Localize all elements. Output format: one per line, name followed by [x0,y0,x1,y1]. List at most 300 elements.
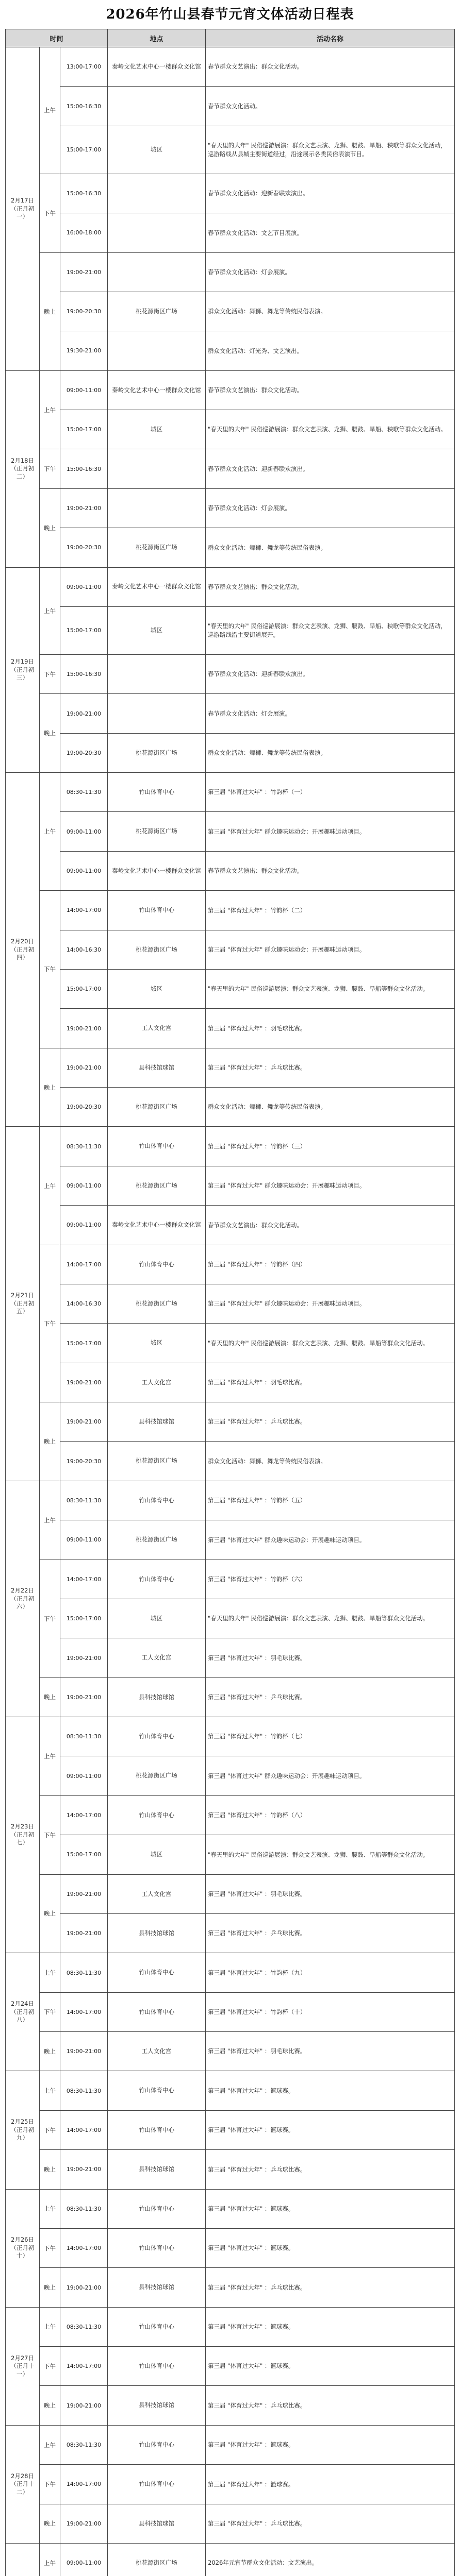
venue-cell: 桃花源街区广场 [108,1520,206,1560]
time-cell: 19:00-21:00 [60,2032,108,2071]
time-slot-cell: 晚上 [40,488,60,567]
table-row [6,1402,455,1442]
time-slot-cell: 上午 [40,2425,60,2464]
time-cell: 14:00-17:00 [60,891,108,930]
time-cell: 19:00-21:00 [60,252,108,292]
time-cell: 15:00-17:00 [60,1599,108,1638]
time-slot-cell: 下午 [40,1560,60,1677]
time-cell: 15:00-17:00 [60,1324,108,1363]
venue-cell: 竹山体育中心 [108,2347,206,2386]
table-row [6,851,455,890]
time-cell: 19:00-21:00 [60,1677,108,1717]
time-slot-cell: 晚上 [40,1048,60,1127]
activity-cell: 第三届 "体育过大年" ：乒乓球比赛。 [206,1677,455,1717]
venue-cell: 秦岭文化艺术中心一楼群众文化馆 [108,567,206,606]
time-slot-cell: 下午 [40,2228,60,2267]
venue-cell: 桃花源街区广场 [108,1166,206,1205]
activity-cell: 春节群众文化活动：灯会展演。 [206,694,455,733]
activity-cell: "春天里的大年" 民俗巡游展演：群众文艺表演、龙狮、腰鼓、旱船等群众文化活动。 [206,1835,455,1874]
activity-cell: 第三届 "体育过大年" ：竹韵杯（八） [206,1795,455,1835]
time-slot-cell: 上午 [40,1953,60,1992]
activity-cell: 第三届 "体育过大年" ：竹韵杯（五） [206,1481,455,1520]
table-row [6,213,455,252]
time-slot-cell: 晚上 [40,1402,60,1481]
venue-cell: 桃花源街区广场 [108,812,206,851]
activity-cell: 春节群众文化活动。 [206,87,455,126]
activity-cell: 春节群众文艺演出：群众文化活动。 [206,370,455,410]
time-slot-cell: 下午 [40,449,60,488]
time-slot-cell: 上午 [40,1127,60,1245]
venue-cell: 竹山体育中心 [108,1992,206,2031]
table-row [6,1835,455,1874]
time-cell: 08:30-11:30 [60,2071,108,2110]
table-row [6,694,455,733]
table-row [6,1599,455,1638]
time-slot-cell: 上午 [40,47,60,174]
venue-cell: 城区 [108,1324,206,1363]
time-slot-cell: 上午 [40,567,60,654]
venue-cell: 县科技馆球馆 [108,1402,206,1442]
table-row [6,1717,455,1756]
date-cell: 2月23日 （正月初七） [6,1717,40,1953]
table-row [6,2386,455,2425]
table-row [6,1442,455,1481]
time-cell: 19:00-21:00 [60,488,108,528]
time-slot-cell: 晚上 [40,2268,60,2307]
activity-cell: 春节群众文化活动：灯会展演。 [206,488,455,528]
time-slot-cell: 下午 [40,1795,60,1874]
time-slot-cell: 晚上 [40,2504,60,2543]
time-cell: 19:00-21:00 [60,694,108,733]
time-cell: 09:00-11:00 [60,1206,108,1245]
time-cell: 19:00-21:00 [60,2268,108,2307]
table-row [6,528,455,567]
time-slot-cell: 下午 [40,1245,60,1402]
header-venue: 地点 [108,29,206,47]
venue-cell: 竹山体育中心 [108,1560,206,1599]
activity-cell: 第三届 "体育过大年" ：竹韵杯（二） [206,891,455,930]
activity-cell: 第三届 "体育过大年" ：竹韵杯（七） [206,1717,455,1756]
venue-cell: 竹山体育中心 [108,2307,206,2346]
table-row [6,1166,455,1205]
table-row [6,331,455,370]
activity-cell: 第三届 "体育过大年" 群众趣味运动会：开展趣味运动项目。 [206,1520,455,1560]
table-row [6,410,455,449]
venue-cell: 工人文化宫 [108,1009,206,1048]
venue-cell: 桃花源街区广场 [108,292,206,331]
venue-cell: 桃花源街区广场 [108,2543,206,2576]
activity-cell: 群众文化活动：舞狮、舞龙等传统民俗表演。 [206,733,455,772]
activity-cell: 第三届 "体育过大年" ：乒乓球比赛。 [206,2504,455,2543]
time-cell: 15:00-16:30 [60,654,108,693]
venue-cell: 竹山体育中心 [108,2110,206,2149]
table-row [6,1048,455,1087]
time-cell: 08:30-11:30 [60,2189,108,2228]
venue-cell: 城区 [108,606,206,654]
venue-cell [108,694,206,733]
table-row [6,1481,455,1520]
venue-cell: 桃花源街区广场 [108,733,206,772]
venue-cell: 县科技馆球馆 [108,2504,206,2543]
table-header-row [6,29,455,47]
activity-cell: 第三届 "体育过大年" 群众趣味运动会：开展趣味运动项目。 [206,1756,455,1795]
venue-cell [108,213,206,252]
time-cell: 09:00-11:00 [60,812,108,851]
venue-cell: 竹山体育中心 [108,2425,206,2464]
time-cell: 19:00-21:00 [60,2150,108,2189]
venue-cell: 桃花源街区广场 [108,1756,206,1795]
venue-cell: 县科技馆球馆 [108,1913,206,1953]
table-row [6,1009,455,1048]
table-row [6,2110,455,2149]
activity-cell: 第三届 "体育过大年" ：乒乓球比赛。 [206,1048,455,1087]
time-cell: 14:00-17:00 [60,1560,108,1599]
activity-cell: 群众文化活动：灯光秀、文艺演出。 [206,331,455,370]
table-row [6,1795,455,1835]
time-slot-cell: 上午 [40,2189,60,2228]
table-row [6,2189,455,2228]
venue-cell: 城区 [108,410,206,449]
time-slot-cell: 晚上 [40,252,60,370]
activity-cell: 第三届 "体育过大年" 群众趣味运动会：开展趣味运动项目。 [206,1166,455,1205]
activity-cell: 第三届 "体育过大年" 群众趣味运动会：开展趣味运动项目。 [206,930,455,969]
time-cell: 08:30-11:30 [60,2425,108,2464]
time-cell: 19:00-20:30 [60,292,108,331]
activity-cell: 第三届 "体育过大年" ：竹韵杯（九） [206,1953,455,1992]
activity-cell: 第三届 "体育过大年" ：羽毛球比赛。 [206,1874,455,1913]
venue-cell: 竹山体育中心 [108,1717,206,1756]
table-row [6,370,455,410]
schedule-table [5,29,455,2576]
activity-cell: 春节群众文化活动：迎新春联欢演出。 [206,654,455,693]
venue-cell: 城区 [108,1599,206,1638]
activity-cell: "春天里的大年" 民俗巡游展演：群众文艺表演、龙狮、腰鼓、旱船、秧歌等群众文化活动。 [206,410,455,449]
time-slot-cell: 下午 [40,1992,60,2031]
activity-cell: "春天里的大年" 民俗巡游展演：群众文艺表演、龙狮、腰鼓、旱船、秧歌等群众文化活动，巡游路线从县城主要街道经过，沿途展示各类民俗表演节目。 [206,126,455,174]
time-cell: 15:00-17:00 [60,606,108,654]
time-cell: 15:00-17:00 [60,969,108,1008]
time-cell: 19:00-21:00 [60,1913,108,1953]
table-row [6,1088,455,1127]
activity-cell: 第三届 "体育过大年" ：乒乓球比赛。 [206,2386,455,2425]
table-row [6,2504,455,2543]
time-cell: 14:00-17:00 [60,1795,108,1835]
venue-cell: 县科技馆球馆 [108,2386,206,2425]
time-cell: 19:00-21:00 [60,1009,108,1048]
time-cell: 15:00-16:30 [60,87,108,126]
table-row [6,1913,455,1953]
venue-cell: 竹山体育中心 [108,891,206,930]
table-row [6,2268,455,2307]
time-slot-cell: 晚上 [40,694,60,773]
activity-cell: 第三届 "体育过大年" ：篮球赛。 [206,2465,455,2504]
time-cell: 19:00-21:00 [60,1874,108,1913]
venue-cell: 桃花源街区广场 [108,1442,206,1481]
table-row [6,812,455,851]
activity-cell: 第三届 "体育过大年" ：乒乓球比赛。 [206,2150,455,2189]
table-row [6,1245,455,1284]
table-row [6,2071,455,2110]
activity-cell: 群众文化活动：舞狮、舞龙等传统民俗表演。 [206,292,455,331]
schedule-page [5,0,455,2576]
venue-cell: 工人文化宫 [108,1363,206,1402]
venue-cell: 竹山体育中心 [108,2465,206,2504]
table-row [6,2307,455,2346]
activity-cell: 第三届 "体育过大年" ：篮球赛。 [206,2189,455,2228]
table-row [6,1324,455,1363]
activity-cell: 第三届 "体育过大年" ：乒乓球比赛。 [206,1402,455,1442]
venue-cell: 秦岭文化艺术中心一楼群众文化馆 [108,851,206,890]
time-cell: 15:00-16:30 [60,449,108,488]
table-row [6,1677,455,1717]
activity-cell: 第三届 "体育过大年" ：竹韵杯（六） [206,1560,455,1599]
venue-cell: 竹山体育中心 [108,773,206,812]
date-cell: 2月24日 （正月初八） [6,1953,40,2071]
activity-cell: 春节群众文艺演出：群众文化活动。 [206,1206,455,1245]
table-row [6,2425,455,2464]
header-date: 时间 [6,29,108,47]
activity-cell: 第三届 "体育过大年" ：竹韵杯（三） [206,1127,455,1166]
time-cell: 09:00-11:00 [60,1520,108,1560]
activity-cell: 第三届 "体育过大年" ：羽毛球比赛。 [206,1638,455,1677]
venue-cell: 秦岭文化艺术中心一楼群众文化馆 [108,1206,206,1245]
table-row [6,2347,455,2386]
time-cell: 08:30-11:30 [60,1717,108,1756]
activity-cell: 第三届 "体育过大年" ：篮球赛。 [206,2228,455,2267]
time-cell: 19:00-21:00 [60,1048,108,1087]
table-row [6,733,455,772]
table-row [6,1953,455,1992]
venue-cell: 工人文化宫 [108,2032,206,2071]
activity-cell: 第三届 "体育过大年" ：篮球赛。 [206,2425,455,2464]
venue-cell: 秦岭文化艺术中心一楼群众文化馆 [108,47,206,87]
table-row [6,1363,455,1402]
venue-cell: 工人文化宫 [108,1638,206,1677]
venue-cell: 城区 [108,1835,206,1874]
table-row [6,2032,455,2071]
venue-cell: 秦岭文化艺术中心一楼群众文化馆 [108,370,206,410]
activity-cell: 第三届 "体育过大年" ：羽毛球比赛。 [206,1009,455,1048]
activity-cell: 第三届 "体育过大年" ：篮球赛。 [206,2307,455,2346]
time-cell: 09:00-11:00 [60,2543,108,2576]
table-row [6,1206,455,1245]
time-cell: 13:00-17:00 [60,47,108,87]
activity-cell: 2026年元宵节群众文化活动：文艺演出。 [206,2543,455,2576]
time-slot-cell: 下午 [40,654,60,693]
table-row [6,449,455,488]
time-cell: 19:30-21:00 [60,331,108,370]
time-cell: 19:00-21:00 [60,1363,108,1402]
date-cell: 2月26日 （正月初十） [6,2189,40,2307]
table-row [6,773,455,812]
date-cell: 2月19日 （正月初三） [6,567,40,773]
venue-cell: 竹山体育中心 [108,1127,206,1166]
time-cell: 19:00-21:00 [60,2504,108,2543]
venue-cell: 竹山体育中心 [108,1953,206,1992]
table-row [6,1127,455,1166]
table-row [6,2465,455,2504]
venue-cell: 工人文化宫 [108,1874,206,1913]
header-activity: 活动名称 [206,29,455,47]
time-cell: 19:00-20:30 [60,528,108,567]
time-slot-cell: 上午 [40,2071,60,2110]
table-row [6,2150,455,2189]
activity-cell: 第三届 "体育过大年" ：竹韵杯（十） [206,1992,455,2031]
time-cell: 19:00-21:00 [60,1402,108,1442]
activity-cell: "春天里的大年" 民俗巡游展演：群众文艺表演、龙狮、腰鼓、旱船等群众文化活动。 [206,1599,455,1638]
venue-cell: 竹山体育中心 [108,1795,206,1835]
time-cell: 14:00-17:00 [60,1245,108,1284]
time-cell: 08:30-11:30 [60,1127,108,1166]
table-row [6,174,455,213]
table-row [6,567,455,606]
activity-cell: 第三届 "体育过大年" ：羽毛球比赛。 [206,1363,455,1402]
activity-cell: 第三届 "体育过大年" 群众趣味运动会：开展趣味运动项目。 [206,812,455,851]
time-cell: 09:00-11:00 [60,567,108,606]
time-cell: 14:00-17:00 [60,2347,108,2386]
time-cell: 19:00-21:00 [60,2386,108,2425]
time-cell: 14:00-17:00 [60,2110,108,2149]
activity-cell: 春节群众文化活动：迎新春联欢演出。 [206,174,455,213]
table-row [6,1284,455,1323]
time-cell: 14:00-17:00 [60,2465,108,2504]
schedule-body [6,47,455,2576]
activity-cell: 群众文化活动：舞狮、舞龙等传统民俗表演。 [206,528,455,567]
date-cell: 2月17日 （正月初一） [6,47,40,371]
activity-cell: "春天里的大年" 民俗巡游展演：群众文艺表演、龙狮、腰鼓、旱船等群众文化活动。 [206,1324,455,1363]
activity-cell: 春节群众文艺演出：群众文化活动。 [206,47,455,87]
table-row [6,654,455,693]
time-cell: 15:00-16:30 [60,174,108,213]
time-cell: 08:30-11:30 [60,1481,108,1520]
venue-cell: 桃花源街区广场 [108,1284,206,1323]
table-row [6,1638,455,1677]
venue-cell [108,449,206,488]
time-cell: 19:00-20:30 [60,1088,108,1127]
table-row [6,930,455,969]
activity-cell: 第三届 "体育过大年" ：篮球赛。 [206,2071,455,2110]
date-cell: 2月28日 （正月十二） [6,2425,40,2543]
time-cell: 09:00-11:00 [60,851,108,890]
venue-cell: 城区 [108,126,206,174]
venue-cell [108,87,206,126]
time-slot-cell: 晚上 [40,1874,60,1953]
page-title: 2026年竹山县春节元宵文体活动日程表 [106,7,354,22]
time-slot-cell: 下午 [40,174,60,252]
venue-cell: 竹山体育中心 [108,2228,206,2267]
table-row [6,1874,455,1913]
time-cell: 19:00-21:00 [60,1638,108,1677]
date-cell: 2月21日 （正月初五） [6,1127,40,1481]
time-slot-cell: 下午 [40,2465,60,2504]
time-cell: 15:00-17:00 [60,410,108,449]
time-cell: 16:00-18:00 [60,213,108,252]
venue-cell: 竹山体育中心 [108,2071,206,2110]
date-cell: 2月25日 （正月初九） [6,2071,40,2189]
table-row [6,292,455,331]
table-row [6,126,455,174]
activity-cell: 第三届 "体育过大年" ：篮球赛。 [206,2110,455,2149]
time-slot-cell: 晚上 [40,2032,60,2071]
time-slot-cell: 晚上 [40,2150,60,2189]
venue-cell: 县科技馆球馆 [108,1048,206,1087]
venue-cell: 桃花源街区广场 [108,930,206,969]
activity-cell: "春天里的大年" 民俗巡游展演：群众文艺表演、龙狮、腰鼓、旱船等群众文化活动。 [206,969,455,1008]
activity-cell: 第三届 "体育过大年" ：羽毛球比赛。 [206,2032,455,2071]
venue-cell: 县科技馆球馆 [108,2150,206,2189]
time-cell: 19:00-20:30 [60,733,108,772]
table-row [6,2543,455,2576]
table-row [6,87,455,126]
venue-cell [108,174,206,213]
venue-cell: 城区 [108,969,206,1008]
table-row [6,969,455,1008]
time-cell: 09:00-11:00 [60,370,108,410]
activity-cell: 群众文化活动：舞狮、舞龙等传统民俗表演。 [206,1088,455,1127]
activity-cell: 春节群众文化活动：灯会展演。 [206,252,455,292]
venue-cell: 竹山体育中心 [108,2189,206,2228]
venue-cell [108,331,206,370]
time-slot-cell: 上午 [40,1481,60,1560]
activity-cell: 第三届 "体育过大年" ：竹韵杯（一） [206,773,455,812]
activity-cell: "春天里的大年" 民俗巡游展演：群众文艺表演、龙狮、腰鼓、旱船、秧歌等群众文化活动，巡游路线沿主要街道展开。 [206,606,455,654]
table-row [6,1992,455,2031]
activity-cell: 第三届 "体育过大年" ：乒乓球比赛。 [206,1913,455,1953]
activity-cell: 第三届 "体育过大年" ：竹韵杯（四） [206,1245,455,1284]
activity-cell: 春节群众文化活动：迎新春联欢演出。 [206,449,455,488]
time-cell: 14:00-17:00 [60,2228,108,2267]
time-slot-cell: 上午 [40,773,60,891]
table-row [6,488,455,528]
table-row [6,47,455,87]
venue-cell: 竹山体育中心 [108,1245,206,1284]
table-row [6,891,455,930]
activity-cell: 第三届 "体育过大年" ：篮球赛。 [206,2347,455,2386]
date-cell: 2月18日 （正月初二） [6,370,40,567]
table-row [6,1520,455,1560]
time-cell: 19:00-20:30 [60,1442,108,1481]
activity-cell: 春节群众文艺演出：群众文化活动。 [206,851,455,890]
venue-cell: 县科技馆球馆 [108,2268,206,2307]
time-slot-cell: 上午 [40,2307,60,2346]
time-cell: 14:00-16:30 [60,930,108,969]
venue-cell: 竹山体育中心 [108,1481,206,1520]
time-slot-cell: 上午 [40,1717,60,1796]
venue-cell: 桃花源街区广场 [108,1088,206,1127]
table-row [6,606,455,654]
time-slot-cell: 上午 [40,370,60,449]
venue-cell: 桃花源街区广场 [108,528,206,567]
activity-cell: 第三届 "体育过大年" ：乒乓球比赛。 [206,2268,455,2307]
date-cell: 2月20日 （正月初四） [6,773,40,1127]
time-slot-cell: 上午 [40,2543,60,2576]
date-cell [6,2543,40,2576]
venue-cell [108,488,206,528]
time-cell: 08:30-11:30 [60,773,108,812]
time-cell: 14:00-17:00 [60,1992,108,2031]
date-cell: 2月22日 （正月初六） [6,1481,40,1717]
time-cell: 15:00-17:00 [60,126,108,174]
date-cell: 2月27日 （正月十一） [6,2307,40,2425]
venue-cell [108,252,206,292]
venue-cell: 县科技馆球馆 [108,1677,206,1717]
table-row [6,2228,455,2267]
venue-cell [108,654,206,693]
time-cell: 08:30-11:30 [60,2307,108,2346]
activity-cell: 春节群众文艺演出：群众文化活动。 [206,567,455,606]
time-cell: 09:00-11:00 [60,1166,108,1205]
time-slot-cell: 晚上 [40,2386,60,2425]
